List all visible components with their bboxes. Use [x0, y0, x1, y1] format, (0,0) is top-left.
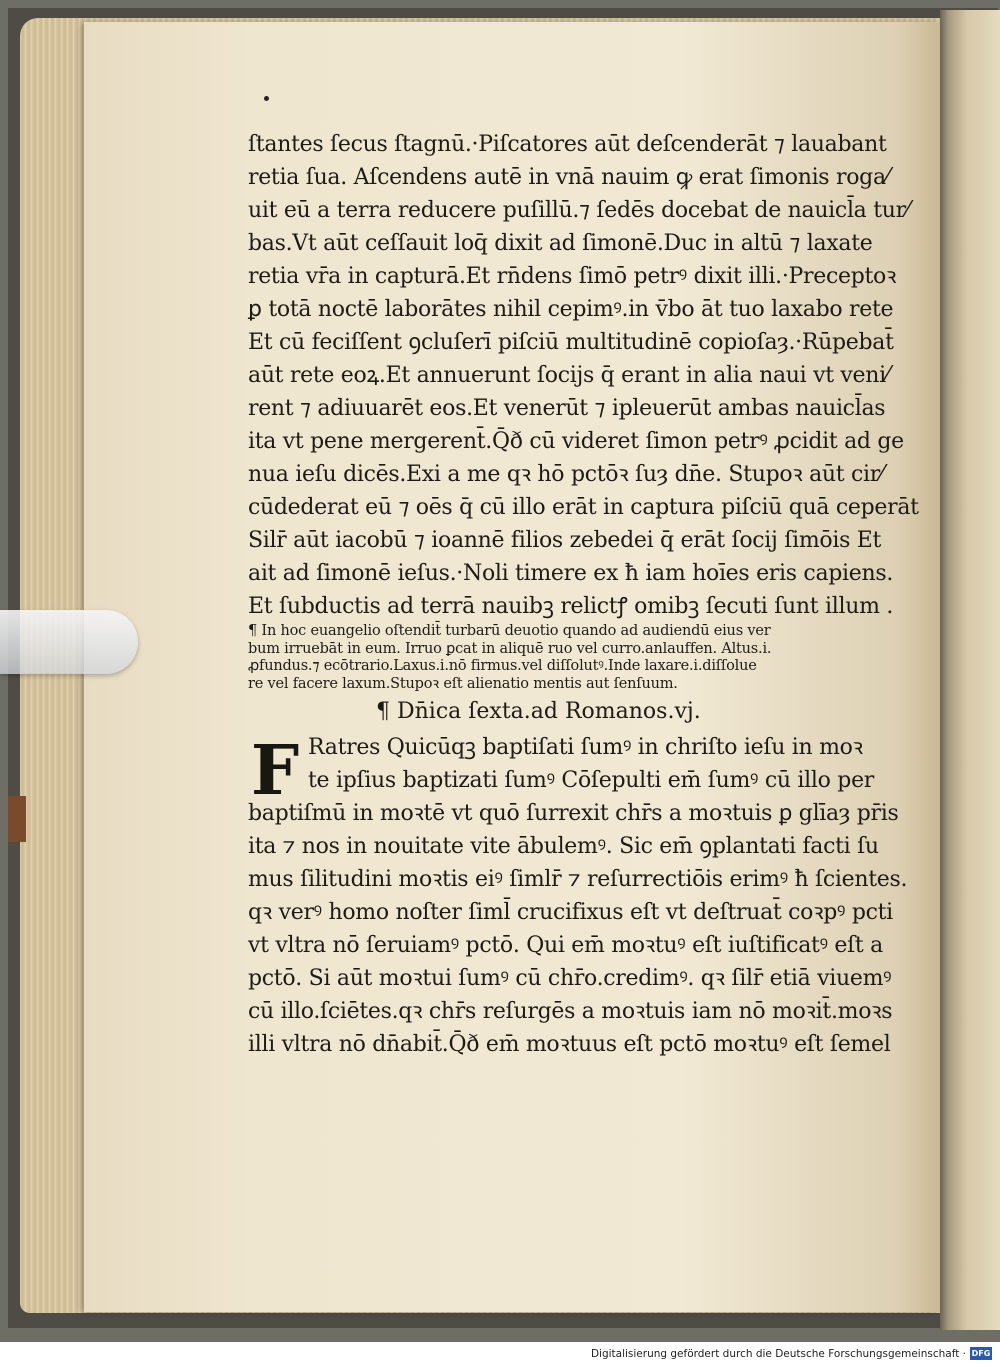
text-line: ſtantes ſecus ſtagnū.·Piſcatores aūt deſcenderāt ⁊ lauabant — [248, 132, 887, 157]
text-line: illi vltra nō dn̄abit̄.Q̄ð em̄ moꝛtuus eſt pctō moꝛtuꝰ eſt ſemel — [248, 1032, 891, 1057]
text-line: aūt rete eoꝝ.Et annuerunt ſocijs q̄ erant in alia naui vt veni⁄ — [248, 363, 890, 388]
facing-page — [940, 10, 1000, 1330]
funding-credit: Digitalisierung gefördert durch die Deutsche Forschungsgemeinschaft · — [590, 1348, 966, 1360]
text-line: cū illo.ſciētes.qꝛ chr̄s reſurgēs a moꝛtuis iam nō moꝛit̄.moꝛs — [248, 999, 893, 1024]
decorated-initial: F — [250, 731, 300, 811]
page-text — [248, 128, 919, 1061]
text-line: baptiſmū in moꝛtē vt quō ſurrexit chr̄s a moꝛtuis ꝑ glīaȝ pr̄is — [248, 801, 899, 826]
text-line: retia vr̄a in capturā.Et rn̄dens ſimō petrꝰ dixit illi.·Preceptoꝛ — [248, 264, 897, 289]
text-line: Et ſubductis ad terrā nauibꝫ relictꝭ omibꝫ ſecuti ſunt illum . — [248, 594, 894, 619]
footer-bar — [0, 1342, 1000, 1367]
epistle-text — [248, 731, 908, 1061]
text-line: pctō. Si aūt moꝛtui ſumꝰ cū chr̄o.credimꝰ. qꝛ ſilr̄ etiā viuemꝰ — [248, 966, 892, 991]
text-line: ꝑ totā noctē laborātes nihil cepimꝰ.in v̄bo āt tuo laxabo rete — [248, 297, 894, 322]
note-line: ꝓfundus.⁊ ecōtrario.Laxus.i.nō firmus.vel diſſolutꝰ.Inde laxare.i.diſſolue — [248, 658, 757, 674]
text-line: ait ad ſimonē ieſus.·Noli timere ex ħ iam hoīes eris capiens. — [248, 561, 894, 586]
text-line: ita ⁊ nos in nouitate vite ābulemꝰ. Sic em̄ ꝯplantati facti ſu — [248, 834, 879, 859]
text-line: uit eū a terra reducere puſillū.⁊ ſedēs docebat de nauicl̄a tur⁄ — [248, 198, 910, 223]
text-line: mus ſilitudini moꝛtis eiꝰ ſimlr̄ ⁊ reſurrectiōis erimꝰ ħ ſcientes. — [248, 867, 908, 892]
page-clip — [0, 610, 138, 674]
text-line: Ratres Quicūqꝫ baptiſati ſumꝰ in chriſto ieſu in moꝛ — [308, 735, 863, 760]
text-line: bas.Vt aūt ceſſauit loq̄ dixit ad ſimonē.Duc in altū ⁊ laxate — [248, 231, 873, 256]
text-line: rent ⁊ adiuuarēt eos.Et venerūt ⁊ ipleuerūt ambas nauicl̄as — [248, 396, 886, 421]
text-line: retia ſua. Aſcendens autē in vnā nauim ꝙ erat ſimonis roga⁄ — [248, 165, 890, 190]
note-line: re vel facere laxum.Stupoꝛ eſt alienatio mentis aut ſenſuum. — [248, 675, 678, 692]
text-line: Et cū feciſſent ꝯcluſerī piſciū multitudinē copioſaȝ.·Rūpebat̄ — [248, 330, 894, 355]
dfg-logo: DFG — [971, 1349, 991, 1358]
gospel-text — [248, 128, 919, 623]
leather-tab — [8, 796, 26, 842]
section-heading: ¶ Dn̄ica ſexta.ad Romanos.vj. — [376, 699, 701, 724]
ink-mark — [264, 96, 269, 101]
commentary-note — [248, 623, 888, 693]
text-line: vt vltra nō ſeruiamꝰ pctō. Qui em̄ moꝛtuꝰ eſt iuſtificatꝰ eſt a — [248, 933, 883, 958]
note-line: ¶ In hoc euangelio oſtendit̄ turbarū deuotio quando ad audiendū eius ver — [248, 623, 771, 639]
text-line: cūdederat eū ⁊ oēs q̄ cū illo erāt in captura piſciū quā ceperāt — [248, 495, 919, 520]
text-line: ita vt pene mergerent̄.Q̄ð cū videret ſimon petrꝰ ꝓcidit ad ge — [248, 429, 904, 454]
text-line: te ipſius baptizati ſumꝰ Cōſepulti em̄ ſumꝰ cū illo per — [308, 768, 875, 793]
text-line: nua ieſu dicēs.Exi a me qꝛ hō pctōꝛ ſuȝ dn̄e. Stupoꝛ aūt cir⁄ — [248, 462, 884, 487]
text-line: qꝛ verꝰ homo noſter ſiml̄ crucifixus eſt vt deſtruat̄ coꝛpꝰ pcti — [248, 900, 893, 925]
note-line: bum irruebāt in eum. Irruo ꝑcat in aliquē ruo vel curro.anlauffen. Altus.i. — [248, 640, 772, 657]
text-line: Silr̄ aūt iacobū ⁊ ioannē filios zebedei q̄ erāt ſocij ſimōis Et — [248, 528, 882, 553]
